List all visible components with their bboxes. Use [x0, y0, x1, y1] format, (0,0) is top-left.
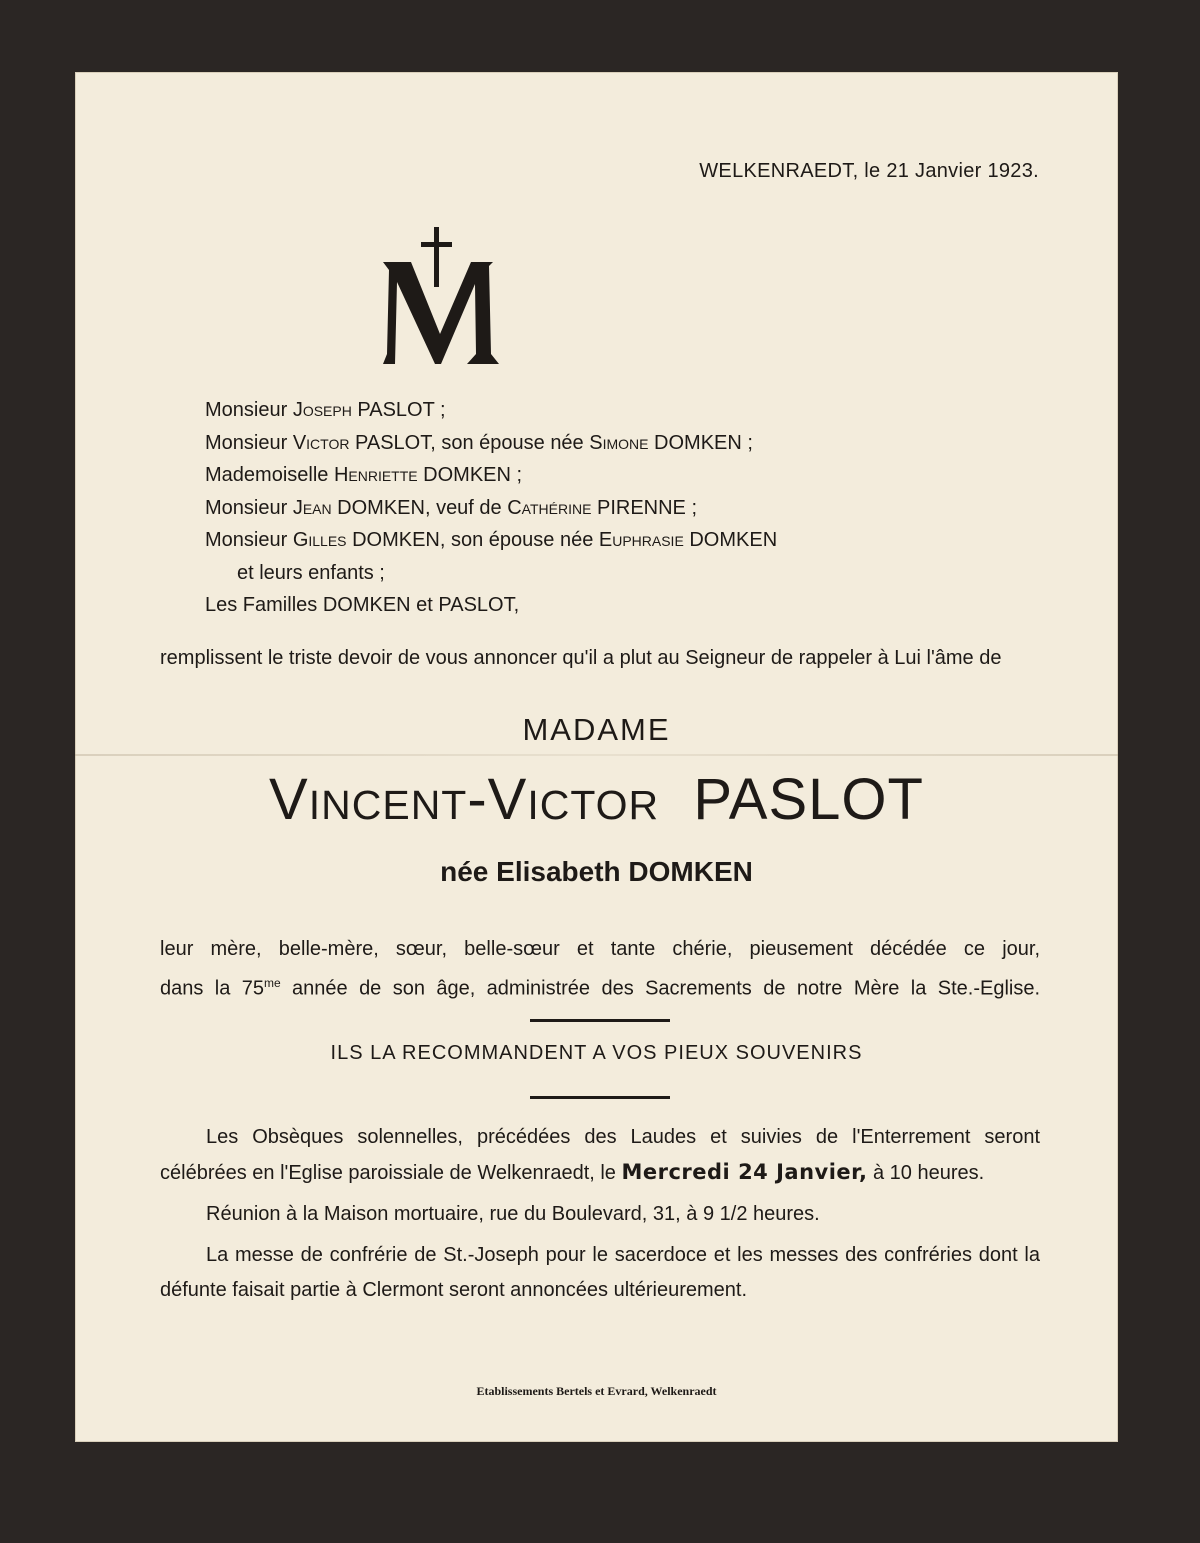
relation-line: leur mère, belle-mère, sœur, belle-sœur et tante chérie, pieusement décédée ce jour,: [160, 938, 1040, 960]
printer-credit: Etablissements Bertels et Evrard, Welkenraedt: [476, 1384, 717, 1398]
deceased-maiden-name: née Elisabeth DOMKEN: [440, 856, 753, 887]
mourner-line: Monsieur Jean DOMKEN, veuf de Cathérine PIRENNE ;: [205, 496, 698, 519]
death-notice-sheet: [75, 72, 1118, 1442]
mourner-line: Monsieur Gilles DOMKEN, son épouse née Euphrasie DOMKEN: [205, 529, 778, 551]
mourners-list: [205, 394, 1005, 622]
place-date: WELKENRAEDT, le 21 Janvier 1923.: [699, 160, 1039, 182]
relation-line: dans la $75^{me}$ année de son âge, administrée des Sacrements de notre Mère la Ste.-Eglise.: [160, 976, 1041, 1000]
deceased-title: MADAME: [522, 712, 671, 747]
mourner-line: Monsieur Victor PASLOT, son épouse née Simone DOMKEN ;: [205, 431, 753, 454]
mourner-line: et leurs enfants ;: [237, 561, 385, 584]
cross-m-monogram-icon: [375, 222, 505, 372]
announcement-intro: remplissent le triste devoir de vous annoncer qu'il a plut au Seigneur de rappeler à Lui l'âme de: [160, 647, 1002, 669]
divider-rule: [530, 1019, 670, 1022]
mourner-line: Les Familles DOMKEN et PASLOT,: [205, 594, 520, 616]
paper-fold-line: [75, 754, 1118, 756]
deceased-given-name: Vincent-Victor: [269, 767, 660, 832]
divider-rule: [530, 1096, 670, 1099]
mass-paragraph: La messe de confrérie de St.-Joseph pour le sacerdoce et les messes des confréries dont la défunte faisait partie à Clermont seront annoncées ultérieurement.: [160, 1244, 1040, 1301]
funeral-date: Mercredi 24 Janvier,: [621, 1160, 868, 1184]
deceased-name: [75, 766, 1118, 833]
funeral-paragraph: Les Obsèques solennelles, précédées des Laudes et suivies de l'Enterrement seront célébrées en l'Eglise paroissiale de Welkenraedt, le Mercredi 24 Janvier, à 10 heures.: [160, 1126, 1040, 1184]
mourner-line: Monsieur Joseph PASLOT ;: [205, 399, 446, 421]
deceased-surname: PASLOT: [693, 767, 924, 832]
funeral-details: [160, 1120, 1040, 1308]
deceased-relation-text: [160, 932, 1040, 1006]
recommendation-line: ILS LA RECOMMANDENT A VOS PIEUX SOUVENIRS: [330, 1042, 863, 1064]
mourner-line: Mademoiselle Henriette DOMKEN ;: [205, 464, 523, 486]
reunion-paragraph: Réunion à la Maison mortuaire, rue du Boulevard, 31, à 9 1/2 heures.: [206, 1203, 820, 1225]
